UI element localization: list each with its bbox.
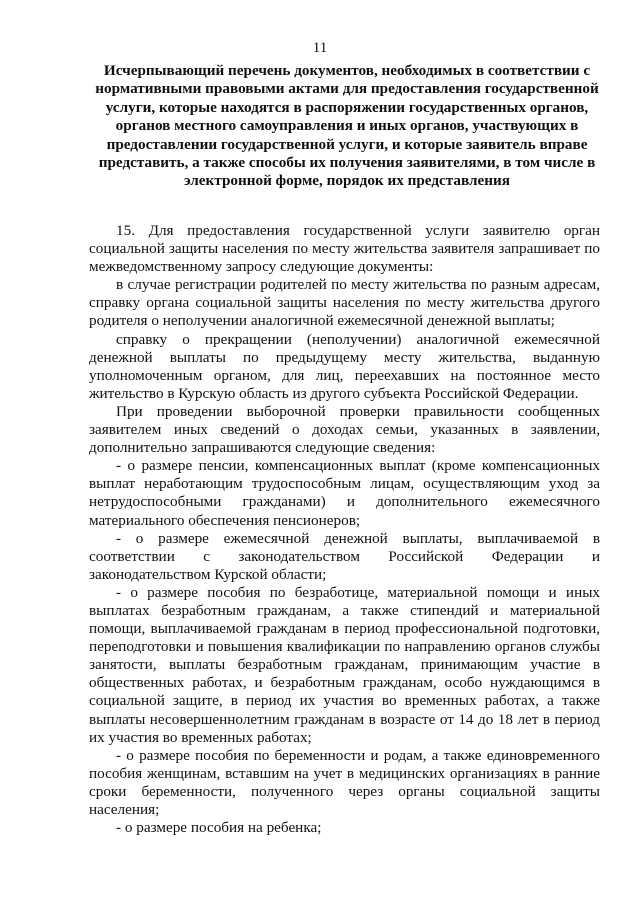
- list-item-monthly-payment: - о размере ежемесячной денежной выплаты, выплачиваемой в соответствии с законодательством Российской Федерации и законодательством Курской области;: [89, 529, 600, 583]
- paragraph-termination-certificate: справку о прекращении (неполучении) аналогичной ежемесячной денежной выплаты по предыдущему месту жительства, выданную уполномоченным органом, для лиц, переехавших на постоянное место жительство в Курскую область из другого субъекта Российской Федерации.: [89, 330, 600, 402]
- list-item-pension: - о размере пенсии, компенсационных выплат (кроме компенсационных выплат неработающим трудоспособным лицам, осуществляющим уход за нетрудоспособными гражданами) и дополнительного ежемесячного материального обеспечения пенсионеров;: [89, 457, 600, 529]
- page-number: 11: [312, 40, 328, 56]
- list-item-maternity: - о размере пособия по беременности и родам, а также единовременного пособия женщинам, вставшим на учет в медицинских организациях в ранние сроки беременности, полученного через органы социальной защиты населения;: [89, 746, 600, 818]
- paragraph-selective-check: При проведении выборочной проверки правильности сообщенных заявителем иных сведений о доходах семьи, указанных в заявлении, дополнительно запрашиваются следующие сведения:: [89, 402, 600, 457]
- paragraph-different-addresses: в случае регистрации родителей по месту жительства по разным адресам, справку органа социальной защиты населения по месту жительства другого родителя о неполучении аналогичной ежемесячной денежной выплаты;: [89, 276, 600, 330]
- paragraph-15-intro: 15. Для предоставления государственной услуги заявителю орган социальной защиты населения по месту жительства заявителя запрашивает по межведомственному запросу следующие документы:: [89, 222, 600, 276]
- list-item-unemployment: - о размере пособия по безработице, материальной помощи и иных выплатах безработным гражданам, а также стипендий и материальной помощи, выплачиваемой гражданам в период профессиональной подготовки, переподготовки и повышения квалификации по направлению органов службы занятости, выплаты безработным гражданам, принимающим участие в общественных работах, и безработным гражданам, особо нуждающимся в социальной защите, в период их участия во временных работах, а также выплаты несовершеннолетним гражданам в возрасте от 14 до 18 лет в период их участия во временных работах;: [89, 583, 600, 746]
- list-item-child-benefit: - о размере пособия на ребенка;: [116, 819, 322, 837]
- document-body: [89, 222, 600, 837]
- section-heading: Исчерпывающий перечень документов, необходимых в соответствии с нормативными правовыми актами для предоставления государственной услуги, которые находятся в распоряжении государственных органов, органов местного самоуправления и иных органов, участвующих в предоставлении государственной услуги, и которые заявитель вправе представить, а также способы их получения заявителями, в том числе в электронной форме, порядок их представления: [95, 62, 599, 190]
